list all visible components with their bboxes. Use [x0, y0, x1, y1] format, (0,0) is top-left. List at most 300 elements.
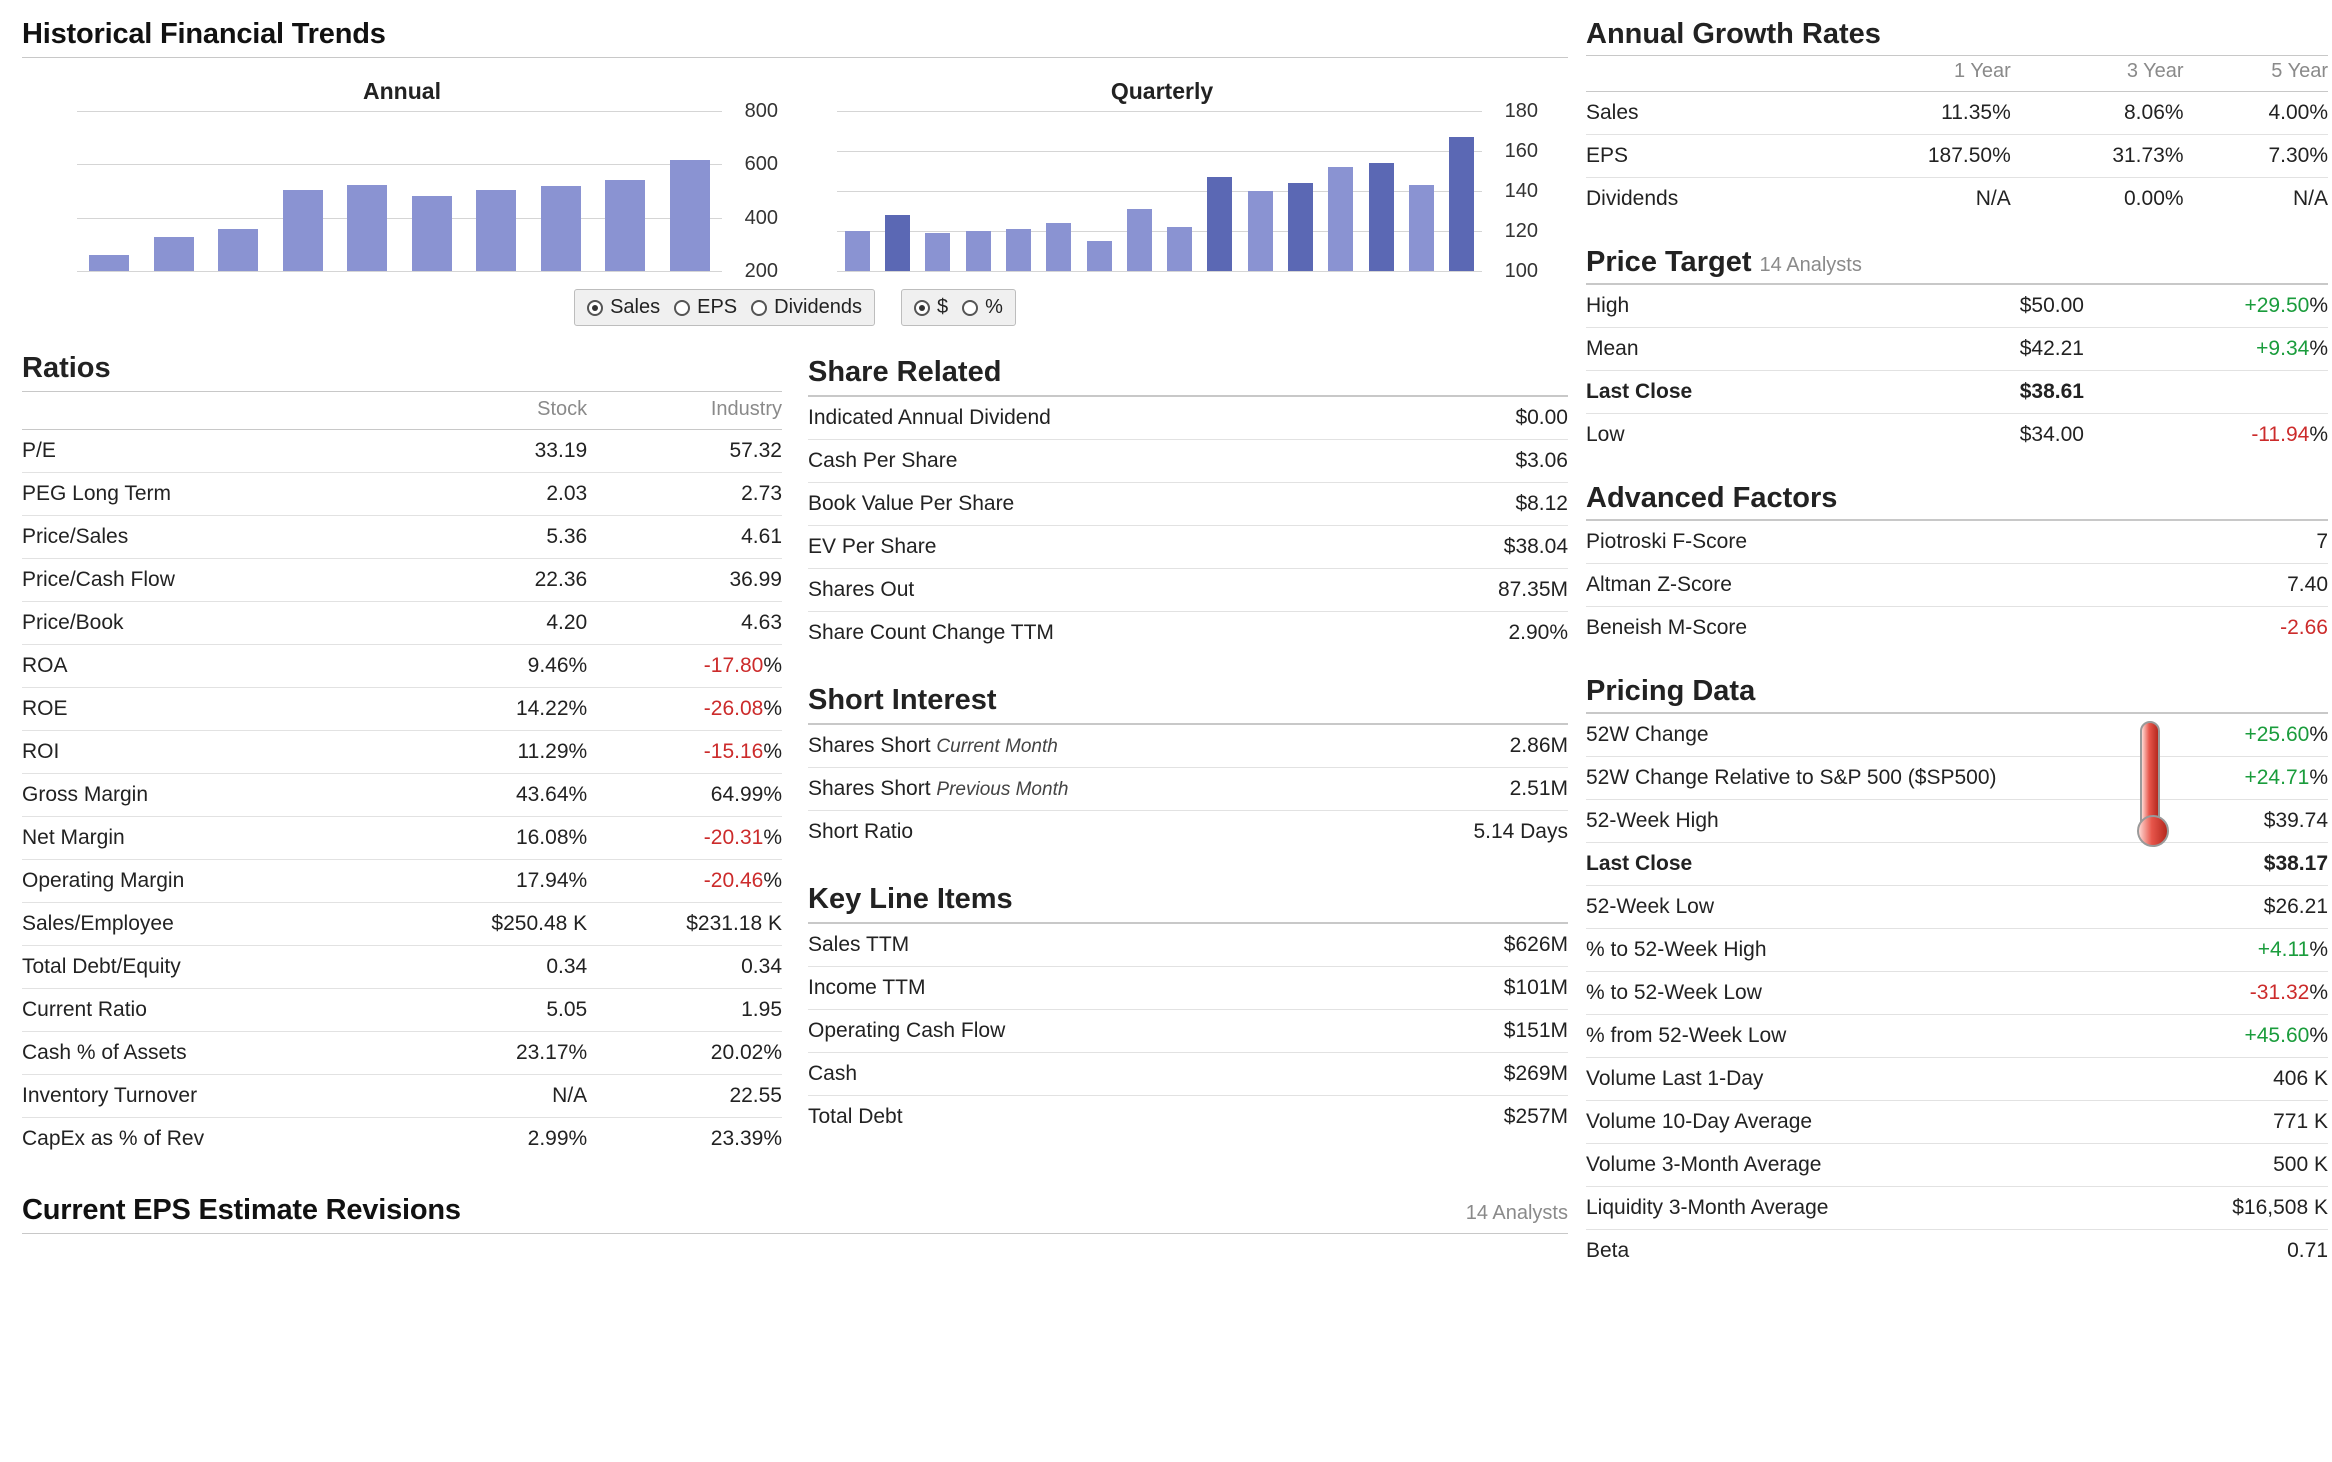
eps-revisions-analysts: 14 Analysts: [1465, 1202, 1568, 1224]
key-line-label: Income TTM: [808, 967, 1381, 1010]
ratio-stock-value: 5.05: [392, 989, 587, 1032]
table-row: [22, 645, 782, 688]
price-target-change: -11.94%: [2084, 414, 2328, 457]
ratio-label: ROA: [22, 645, 392, 688]
unit-option--[interactable]: [962, 296, 1003, 319]
bar-slot: [464, 111, 529, 271]
bar-series: [77, 111, 722, 271]
pricing-label: 52-Week Low: [1586, 886, 2188, 929]
advanced-factors-title: Advanced Factors: [1586, 482, 1838, 514]
bar: [1046, 223, 1071, 271]
table-row: [1586, 929, 2328, 972]
ratio-label: PEG Long Term: [22, 473, 392, 516]
factor-value: -2.66: [2158, 607, 2328, 650]
price-target-analysts: 14 Analysts: [1759, 254, 1862, 276]
price-target-title-text: Price Target: [1586, 246, 1752, 278]
key-line-label: Cash: [808, 1053, 1381, 1096]
bar: [966, 231, 991, 271]
table-row: [808, 1053, 1568, 1096]
pricing-value: +25.60%: [2188, 714, 2328, 757]
bar-slot: [918, 111, 958, 271]
table-row: [22, 731, 782, 774]
radio-icon[interactable]: [587, 300, 603, 316]
table-row: [1586, 800, 2328, 843]
table-row: [22, 1075, 782, 1118]
bar-slot: [1401, 111, 1441, 271]
bar-slot: [1361, 111, 1401, 271]
bar: [1369, 163, 1394, 271]
factor-label: Beneish M-Score: [1586, 607, 2158, 650]
factor-label: Piotroski F-Score: [1586, 521, 2158, 564]
key-line-items-table: [808, 923, 1568, 1138]
historical-trends-title: Historical Financial Trends: [22, 18, 386, 50]
share-label: Book Value Per Share: [808, 483, 1400, 526]
pricing-label: Liquidity 3-Month Average: [1586, 1187, 2188, 1230]
table-row: [1586, 328, 2328, 371]
table-row: [808, 397, 1568, 440]
bar: [218, 229, 258, 271]
key-line-label: Operating Cash Flow: [808, 1010, 1381, 1053]
share-value: $38.04: [1400, 526, 1568, 569]
price-target-table: [1586, 284, 2328, 456]
ratio-industry-value: 23.39%: [587, 1118, 782, 1161]
bar-slot: [877, 111, 917, 271]
key-line-items-title: Key Line Items: [808, 883, 1013, 915]
share-value: 87.35M: [1400, 569, 1568, 612]
radio-label: Sales: [610, 296, 661, 318]
bar: [1449, 137, 1474, 271]
ratio-stock-value: $250.48 K: [392, 903, 587, 946]
table-row: [808, 1010, 1568, 1053]
table-row: [1586, 521, 2328, 564]
share-related-table: [808, 396, 1568, 654]
bar-slot: [142, 111, 207, 271]
ratio-label: CapEx as % of Rev: [22, 1118, 392, 1161]
bar: [1409, 185, 1434, 271]
ratio-label: Inventory Turnover: [22, 1075, 392, 1118]
pricing-data-table: [1586, 713, 2328, 1272]
metric-option-dividends[interactable]: [751, 296, 862, 319]
table-row: [808, 1096, 1568, 1139]
pricing-label: % to 52-Week Low: [1586, 972, 2188, 1015]
share-label: Cash Per Share: [808, 440, 1400, 483]
chart-controls: [22, 289, 1568, 326]
ratio-label: Sales/Employee: [22, 903, 392, 946]
ratios-section: [22, 352, 782, 1160]
short-interest-title: Short Interest: [808, 684, 997, 716]
bar: [347, 185, 387, 271]
table-row: [1586, 607, 2328, 650]
gridline: [77, 271, 722, 272]
axis-tick-label: 140: [1504, 180, 1538, 202]
axis-tick-label: 600: [744, 153, 778, 176]
pricing-data-title: Pricing Data: [1586, 675, 1756, 707]
bar-slot: [1039, 111, 1079, 271]
ratio-stock-value: 17.94%: [392, 860, 587, 903]
ratio-label: Net Margin: [22, 817, 392, 860]
ratio-industry-value: -26.08%: [587, 688, 782, 731]
bar-slot: [837, 111, 877, 271]
pricing-label: Volume 3-Month Average: [1586, 1144, 2188, 1187]
growth-5y-value: 4.00%: [2184, 92, 2328, 135]
table-row: [808, 967, 1568, 1010]
radio-label: %: [985, 296, 1003, 318]
pricing-data-wrap: [1586, 713, 2328, 1272]
growth-1y-value: 11.35%: [1810, 92, 2011, 135]
price-target-value: $38.61: [1896, 371, 2084, 414]
bar: [412, 196, 452, 271]
price-target-label: High: [1586, 285, 1896, 328]
price-thermometer-icon: [2140, 721, 2160, 839]
axis-tick-label: 180: [1504, 100, 1538, 122]
price-target-title: [1586, 246, 2328, 279]
share-label: EV Per Share: [808, 526, 1400, 569]
price-target-label: Last Close: [1586, 371, 1896, 414]
table-row: [22, 946, 782, 989]
eps-revisions-section: [22, 1194, 1568, 1234]
bar-slot: [1321, 111, 1361, 271]
annual-chart: [22, 68, 782, 282]
table-row: [808, 526, 1568, 569]
table-row: [22, 1032, 782, 1075]
key-line-value: $101M: [1381, 967, 1568, 1010]
table-row: [808, 612, 1568, 655]
bar-slot: [1280, 111, 1320, 271]
table-row: [1586, 1187, 2328, 1230]
ratios-header-stock: Stock: [537, 398, 588, 420]
ratio-stock-value: N/A: [392, 1075, 587, 1118]
table-row: [22, 516, 782, 559]
share-value: 2.90%: [1400, 612, 1568, 655]
bar-slot: [529, 111, 594, 271]
mid-band: [22, 352, 1568, 1160]
bar-slot: [1119, 111, 1159, 271]
ratios-header-industry: Industry: [710, 398, 782, 420]
ratio-stock-value: 22.36: [392, 559, 587, 602]
bar: [283, 190, 323, 271]
ratio-industry-value: $231.18 K: [587, 903, 782, 946]
growth-header-5y: 5 Year: [2271, 60, 2328, 82]
right-column: [1586, 18, 2328, 1272]
unit-option--[interactable]: [914, 296, 948, 319]
key-line-items-section: [808, 883, 1568, 1138]
table-row: [22, 559, 782, 602]
ratio-industry-value: 22.55: [587, 1075, 782, 1118]
factor-value: 7.40: [2158, 564, 2328, 607]
pricing-label: Volume Last 1-Day: [1586, 1058, 2188, 1101]
table-row: [808, 569, 1568, 612]
bar-slot: [998, 111, 1038, 271]
share-label: Indicated Annual Dividend: [808, 397, 1400, 440]
ratio-label: Gross Margin: [22, 774, 392, 817]
divider: [22, 57, 1568, 58]
ratio-label: Price/Sales: [22, 516, 392, 559]
share-value: $3.06: [1400, 440, 1568, 483]
ratio-industry-value: 4.63: [587, 602, 782, 645]
bar-slot: [206, 111, 271, 271]
advanced-factors-table: [1586, 520, 2328, 649]
ratio-stock-value: 33.19: [392, 430, 587, 473]
short-interest-value: 2.86M: [1366, 725, 1568, 768]
metric-option-eps[interactable]: [674, 296, 737, 319]
bar-slot: [658, 111, 723, 271]
divider: [22, 1233, 1568, 1234]
share-label: Shares Out: [808, 569, 1400, 612]
ratio-industry-value: 20.02%: [587, 1032, 782, 1075]
bar: [541, 186, 581, 271]
factor-label: Altman Z-Score: [1586, 564, 2158, 607]
bar-slot: [593, 111, 658, 271]
bar: [1087, 241, 1112, 271]
ratio-stock-value: 0.34: [392, 946, 587, 989]
metric-radio-group[interactable]: [574, 289, 875, 326]
table-row: [1586, 178, 2328, 221]
growth-3y-value: 31.73%: [2011, 135, 2184, 178]
growth-header-3y: 3 Year: [2126, 60, 2184, 82]
bar-slot: [1200, 111, 1240, 271]
bar-series: [837, 111, 1482, 271]
table-row: [1586, 92, 2328, 135]
key-line-value: $151M: [1381, 1010, 1568, 1053]
radio-label: EPS: [697, 296, 738, 318]
ratio-stock-value: 16.08%: [392, 817, 587, 860]
bar: [1127, 209, 1152, 271]
ratio-industry-value: 4.61: [587, 516, 782, 559]
table-row: [1586, 1230, 2328, 1273]
bar-slot: [1160, 111, 1200, 271]
ratio-label: Total Debt/Equity: [22, 946, 392, 989]
key-line-value: $257M: [1381, 1096, 1568, 1139]
radio-icon[interactable]: [914, 300, 930, 316]
growth-label: Dividends: [1586, 178, 1810, 221]
ratio-industry-value: 57.32: [587, 430, 782, 473]
short-interest-table: [808, 724, 1568, 853]
pricing-value: 0.71: [2188, 1230, 2328, 1273]
radio-icon[interactable]: [674, 300, 690, 316]
ratio-label: Price/Cash Flow: [22, 559, 392, 602]
table-row: [22, 774, 782, 817]
table-row: [808, 924, 1568, 967]
bar: [154, 237, 194, 271]
growth-header-1y: 1 Year: [1954, 60, 2011, 82]
pricing-value: 771 K: [2188, 1101, 2328, 1144]
quarterly-y-axis-labels: [1505, 101, 1538, 281]
bar-slot: [958, 111, 998, 271]
ratio-label: ROI: [22, 731, 392, 774]
table-row: [808, 811, 1568, 854]
ratios-title: Ratios: [22, 352, 111, 384]
price-target-value: $42.21: [1896, 328, 2084, 371]
table-row: [808, 483, 1568, 526]
share-value: $8.12: [1400, 483, 1568, 526]
factor-value: 7: [2158, 521, 2328, 564]
annual-y-axis-labels: [745, 101, 778, 281]
ratio-industry-value: 2.73: [587, 473, 782, 516]
bar: [1006, 229, 1031, 271]
bar: [1167, 227, 1192, 271]
unit-radio-group[interactable]: [901, 289, 1016, 326]
table-row: [1586, 371, 2328, 414]
table-row: [1586, 1144, 2328, 1187]
short-interest-value: 5.14 Days: [1366, 811, 1568, 854]
growth-label: Sales: [1586, 92, 1810, 135]
ratio-stock-value: 14.22%: [392, 688, 587, 731]
short-interest-section: [808, 684, 1568, 853]
ratio-label: Operating Margin: [22, 860, 392, 903]
ratios-table: [22, 392, 782, 1160]
key-line-label: Sales TTM: [808, 924, 1381, 967]
radio-label: Dividends: [774, 296, 862, 318]
pricing-label: 52-Week High: [1586, 800, 2188, 843]
bar: [605, 180, 645, 271]
annual-chart-plot: [77, 100, 778, 282]
price-target-change: +9.34%: [2084, 328, 2328, 371]
table-row: [22, 688, 782, 731]
axis-tick-label: 400: [744, 206, 778, 229]
table-row: [1586, 714, 2328, 757]
table-row: [22, 473, 782, 516]
bar: [1248, 191, 1273, 271]
table-row: [22, 989, 782, 1032]
pricing-label: 52W Change: [1586, 714, 2188, 757]
table-row: [1586, 1015, 2328, 1058]
price-target-value: $50.00: [1896, 285, 2084, 328]
pricing-label: Last Close: [1586, 843, 2188, 886]
pricing-label: Volume 10-Day Average: [1586, 1101, 2188, 1144]
ratio-stock-value: 4.20: [392, 602, 587, 645]
bar: [670, 160, 710, 271]
axis-tick-label: 800: [744, 100, 778, 122]
growth-5y-value: N/A: [2184, 178, 2328, 221]
pricing-value: -31.32%: [2188, 972, 2328, 1015]
bar-slot: [335, 111, 400, 271]
table-row: [22, 860, 782, 903]
growth-3y-value: 0.00%: [2011, 178, 2184, 221]
table-row: [1586, 972, 2328, 1015]
bar: [1207, 177, 1232, 271]
table-row: [22, 817, 782, 860]
ratio-stock-value: 2.99%: [392, 1118, 587, 1161]
axis-tick-label: 120: [1504, 220, 1538, 242]
pricing-label: % from 52-Week Low: [1586, 1015, 2188, 1058]
ratio-industry-value: -20.31%: [587, 817, 782, 860]
table-row: [22, 602, 782, 645]
radio-icon[interactable]: [962, 300, 978, 316]
table-row: [808, 768, 1568, 811]
ratio-industry-value: -20.46%: [587, 860, 782, 903]
ratio-stock-value: 2.03: [392, 473, 587, 516]
bar: [885, 215, 910, 271]
growth-5y-value: 7.30%: [2184, 135, 2328, 178]
share-label: Share Count Change TTM: [808, 612, 1400, 655]
ratio-stock-value: 9.46%: [392, 645, 587, 688]
table-row: [1586, 135, 2328, 178]
pricing-value: $39.74: [2188, 800, 2328, 843]
pricing-value: +24.71%: [2188, 757, 2328, 800]
table-row: [808, 725, 1568, 768]
table-row: [1586, 843, 2328, 886]
growth-rates-table: [1586, 56, 2328, 220]
bar-slot: [1442, 111, 1482, 271]
axis-tick-label: 100: [1504, 260, 1538, 282]
table-row: [1586, 757, 2328, 800]
growth-1y-value: N/A: [1810, 178, 2011, 221]
bar: [1288, 183, 1313, 271]
ratio-label: ROE: [22, 688, 392, 731]
table-row: [1586, 1101, 2328, 1144]
table-row: [22, 1118, 782, 1161]
ratios-header-row: [22, 392, 782, 430]
bar: [845, 231, 870, 271]
table-row: [22, 903, 782, 946]
pricing-value: +45.60%: [2188, 1015, 2328, 1058]
price-target-change: +29.50%: [2084, 285, 2328, 328]
price-target-value: $34.00: [1896, 414, 2084, 457]
ratio-label: Current Ratio: [22, 989, 392, 1032]
share-related-title: Share Related: [808, 356, 1002, 388]
table-row: [1586, 285, 2328, 328]
share-column: [808, 352, 1568, 1160]
key-line-label: Total Debt: [808, 1096, 1381, 1139]
ratio-stock-value: 11.29%: [392, 731, 587, 774]
bar-slot: [271, 111, 336, 271]
annual-chart-title: Annual: [363, 78, 441, 104]
pricing-value: $38.17: [2188, 843, 2328, 886]
metric-option-sales[interactable]: [587, 296, 660, 319]
pricing-value: 406 K: [2188, 1058, 2328, 1101]
bar-slot: [1079, 111, 1119, 271]
quarterly-chart-plot: [837, 100, 1538, 282]
growth-1y-value: 187.50%: [1810, 135, 2011, 178]
ratio-industry-value: -15.16%: [587, 731, 782, 774]
key-line-value: $269M: [1381, 1053, 1568, 1096]
price-target-label: Low: [1586, 414, 1896, 457]
table-row: [1586, 564, 2328, 607]
table-row: [22, 430, 782, 473]
ratio-industry-value: 36.99: [587, 559, 782, 602]
pricing-value: +4.11%: [2188, 929, 2328, 972]
share-value: $0.00: [1400, 397, 1568, 440]
ratio-industry-value: 0.34: [587, 946, 782, 989]
pricing-value: 500 K: [2188, 1144, 2328, 1187]
radio-icon[interactable]: [751, 300, 767, 316]
bar: [1328, 167, 1353, 271]
short-interest-label: Short Ratio: [808, 811, 1366, 854]
eps-revisions-header: [22, 1194, 1568, 1227]
ratio-industry-value: -17.80%: [587, 645, 782, 688]
short-interest-value: 2.51M: [1366, 768, 1568, 811]
ratio-stock-value: 5.36: [392, 516, 587, 559]
bar-slot: [77, 111, 142, 271]
ratio-label: Price/Book: [22, 602, 392, 645]
price-target-change: [2084, 371, 2328, 414]
left-column: [22, 18, 1568, 1272]
price-target-label: Mean: [1586, 328, 1896, 371]
growth-label: EPS: [1586, 135, 1810, 178]
growth-rates-title: Annual Growth Rates: [1586, 18, 1881, 50]
bar: [476, 190, 516, 271]
table-row: [808, 440, 1568, 483]
key-line-value: $626M: [1381, 924, 1568, 967]
ratio-industry-value: 64.99%: [587, 774, 782, 817]
radio-label: $: [936, 296, 949, 318]
bar-slot: [1240, 111, 1280, 271]
charts-row: [22, 68, 1568, 282]
eps-revisions-title: Current EPS Estimate Revisions: [22, 1194, 461, 1226]
ratio-stock-value: 23.17%: [392, 1032, 587, 1075]
table-row: [1586, 1058, 2328, 1101]
short-interest-label: Shares Short Current Month: [808, 725, 1366, 768]
